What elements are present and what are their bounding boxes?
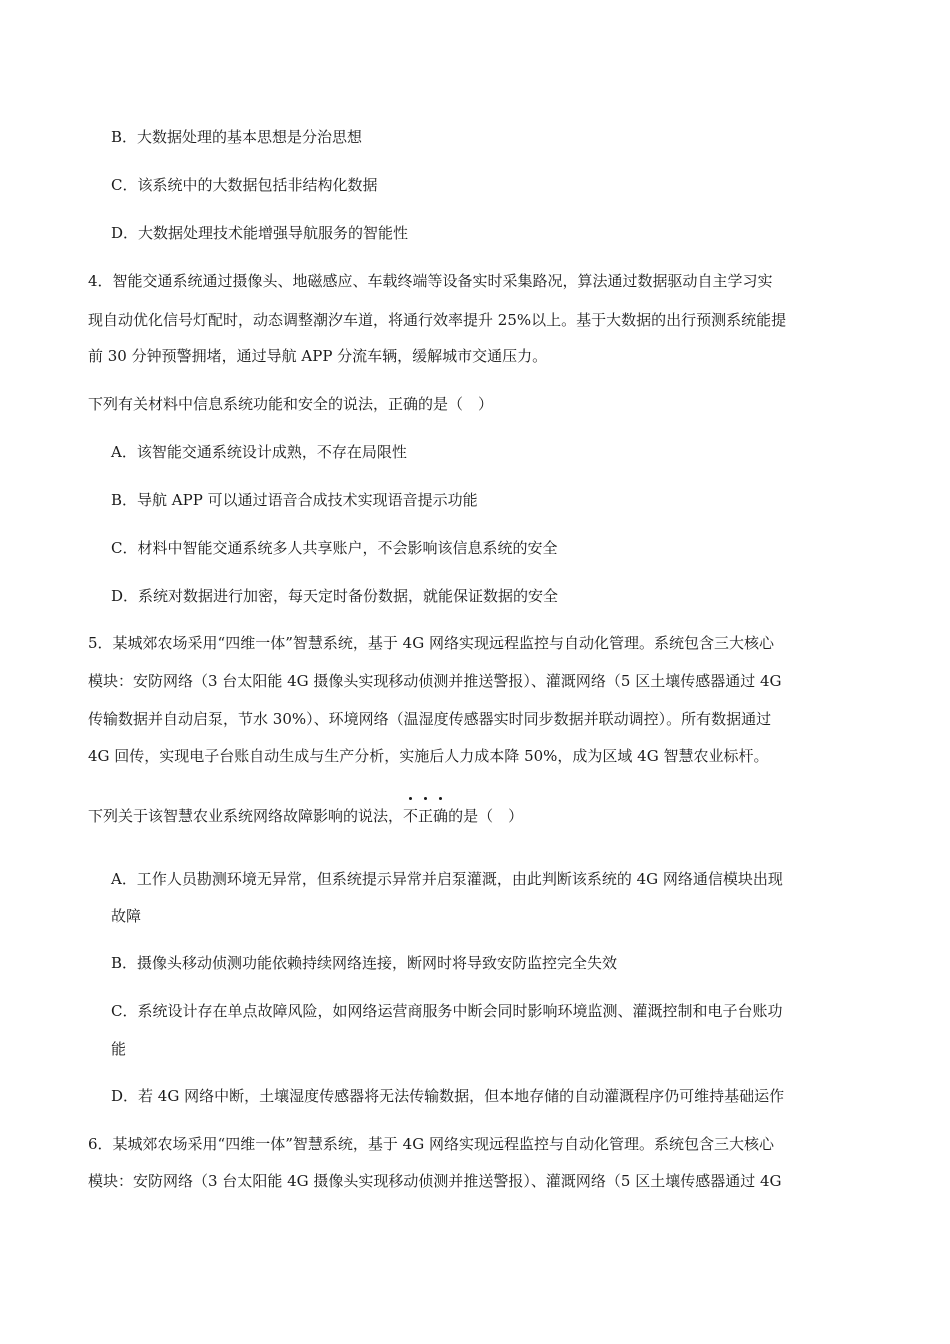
q4-stem-line-1: 4．智能交通系统通过摄像头、地磁感应、车载终端等设备实时采集路况，算法通过数据驱动自主学习实 [88,272,773,290]
q6-stem-line-2: 模块：安防网络（3 台太阳能 4G 摄像头实现移动侦测并推送警报）、灌溉网络（5 区土壤传感器通过 4G [88,1172,782,1190]
q5-question [88,806,523,826]
q4-option-a: A．该智能交通系统设计成熟，不存在局限性 [111,443,407,461]
q3-option-d: D．大数据处理技术能增强导航服务的智能性 [111,224,409,242]
q4-stem-line-2: 现自动优化信号灯配时，动态调整潮汐车道，将通行效率提升 25%以上。基于大数据的出行预测系统能提 [88,311,787,329]
emphasis-dot [439,797,442,800]
q4-option-b: B．导航 APP 可以通过语音合成技术实现语音提示功能 [111,491,478,509]
q5-question-suffix: 的是（ ） [448,807,524,825]
q5-option-a-line-1: A．工作人员勘测环境无异常，但系统提示异常并启泵灌溉，由此判断该系统的 4G 网络通信模块出现 [111,870,783,888]
q3-option-c: C．该系统中的大数据包括非结构化数据 [111,176,378,194]
q5-option-b: B．摄像头移动侦测功能依赖持续网络连接，断网时将导致安防监控完全失效 [111,954,618,972]
emphasis-dot [409,797,412,800]
emphasis-char-3: 确 [433,806,448,826]
q5-option-c-line-2: 能 [111,1040,127,1058]
q6-stem-line-1: 6．某城郊农场采用“四维一体”智慧系统，基于 4G 网络实现远程监控与自动化管理。系统包含三大核心 [88,1135,774,1153]
q3-option-b: B．大数据处理的基本思想是分治思想 [111,128,363,146]
q5-stem-line-1: 5．某城郊农场采用“四维一体”智慧系统，基于 4G 网络实现远程监控与自动化管理。系统包含三大核心 [88,634,774,652]
q5-stem-line-2: 模块：安防网络（3 台太阳能 4G 摄像头实现移动侦测并推送警报）、灌溉网络（5 区土壤传感器通过 4G [88,672,782,690]
emphasis-char-1: 不 [403,806,418,826]
q5-stem-line-3: 传输数据并自动启泵，节水 30%）、环境网络（温湿度传感器实时同步数据并联动调控）。所有数据通过 [88,710,772,728]
emphasis-dot [424,797,427,800]
emphasis-char-2: 正 [418,806,433,826]
q4-option-d: D．系统对数据进行加密，每天定时备份数据，就能保证数据的安全 [111,587,559,605]
q5-option-d: D．若 4G 网络中断，土壤湿度传感器将无法传输数据，但本地存储的自动灌溉程序仍可维持基础运作 [111,1087,785,1105]
q5-stem-line-4: 4G 回传，实现电子台账自动生成与生产分析，实施后人力成本降 50%，成为区域 4G 智慧农业标杆。 [88,747,769,765]
q5-option-c-line-1: C．系统设计存在单点故障风险，如网络运营商服务中断会同时影响环境监测、灌溉控制和电子台账功 [111,1002,783,1020]
q4-stem-line-3: 前 30 分钟预警拥堵，通过导航 APP 分流车辆，缓解城市交通压力。 [88,347,548,365]
q5-option-a-line-2: 故障 [111,907,142,925]
q4-option-c: C．材料中智能交通系统多人共享账户，不会影响该信息系统的安全 [111,539,558,557]
q4-question: 下列有关材料中信息系统功能和安全的说法，正确的是（ ） [88,395,494,413]
q5-question-prefix: 下列关于该智慧农业系统网络故障影响的说法， [88,807,404,825]
